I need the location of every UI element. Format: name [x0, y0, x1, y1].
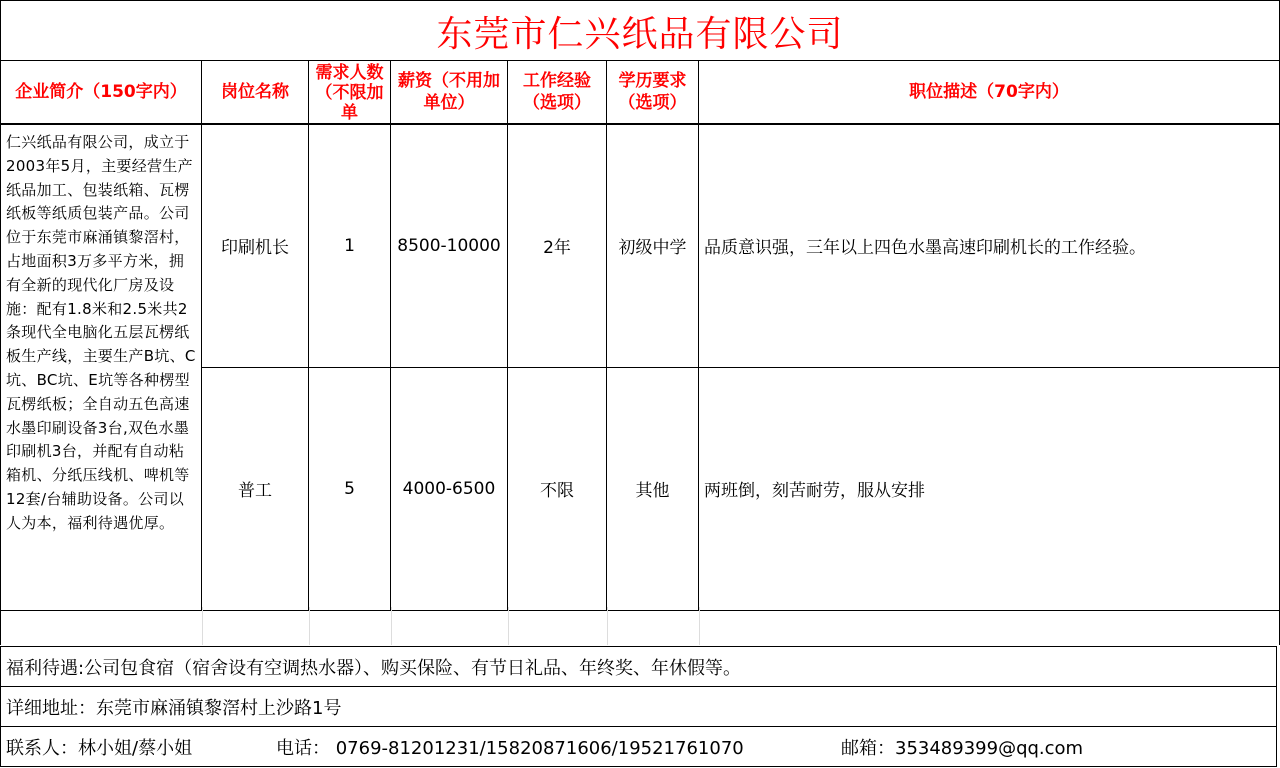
header-count: 需求人数（不限加单	[309, 61, 391, 125]
blank-row	[0, 607, 1280, 645]
benefits-row: 福利待遇:公司包食宿（宿舍设有空调热水器）、购买保险、有节日礼品、年终奖、年休假等。	[0, 646, 1277, 686]
job-salary: 4000-6500	[391, 367, 508, 610]
job-count: 5	[309, 367, 391, 610]
header-education: 学历要求（选项）	[607, 61, 699, 125]
company-title: 东莞市仁兴纸品有限公司	[0, 0, 1280, 61]
header-salary: 薪资（不用加单位）	[391, 61, 508, 125]
job-experience: 不限	[508, 367, 607, 610]
job-table	[0, 60, 1280, 611]
header-description: 职位描述（70字内）	[699, 61, 1280, 125]
job-description: 品质意识强，三年以上四色水墨高速印刷机长的工作经验。	[699, 124, 1280, 367]
company-intro: 仁兴纸品有限公司，成立于2003年5月，主要经营生产纸品加工、包装纸箱、瓦楞纸板等纸质包装产品。公司位于东莞市麻涌镇黎滘村，占地面积3万多平方米，拥有全新的现代化厂房及设施：配有1.8米和2.5米共2条现代全电脑化五层瓦楞纸板生产线，主要生产B坑、C坑、BC坑、E坑等各种楞型瓦楞纸板；全自动五色高速水墨印刷设备3台,双色水墨印刷机3台，并配有自动粘箱机、分纸压线机、啤机等12套/台辅助设备。公司以人为本，福利待遇优厚。	[1, 124, 202, 610]
job-position: 印刷机长	[202, 124, 309, 367]
contact-person: 联系人：林小姐/蔡小姐	[6, 737, 193, 759]
contact-phone: 电话： 0769-81201231/15820871606/19521761070	[276, 737, 744, 759]
job-education: 初级中学	[607, 124, 699, 367]
job-row	[1, 124, 1280, 367]
job-count: 1	[309, 124, 391, 367]
contact-email: 邮箱：353489399@qq.com	[841, 737, 1084, 759]
header-experience: 工作经验（选项）	[508, 61, 607, 125]
header-position: 岗位名称	[202, 61, 309, 125]
job-education: 其他	[607, 367, 699, 610]
job-experience: 2年	[508, 124, 607, 367]
header-intro: 企业简介（150字内）	[1, 61, 202, 125]
job-salary: 8500-10000	[391, 124, 508, 367]
job-description: 两班倒，刻苦耐劳，服从安排	[699, 367, 1280, 610]
address-row: 详细地址：东莞市麻涌镇黎滘村上沙路1号	[0, 686, 1277, 726]
header-row	[1, 61, 1280, 125]
job-position: 普工	[202, 367, 309, 610]
contact-row	[0, 726, 1277, 767]
